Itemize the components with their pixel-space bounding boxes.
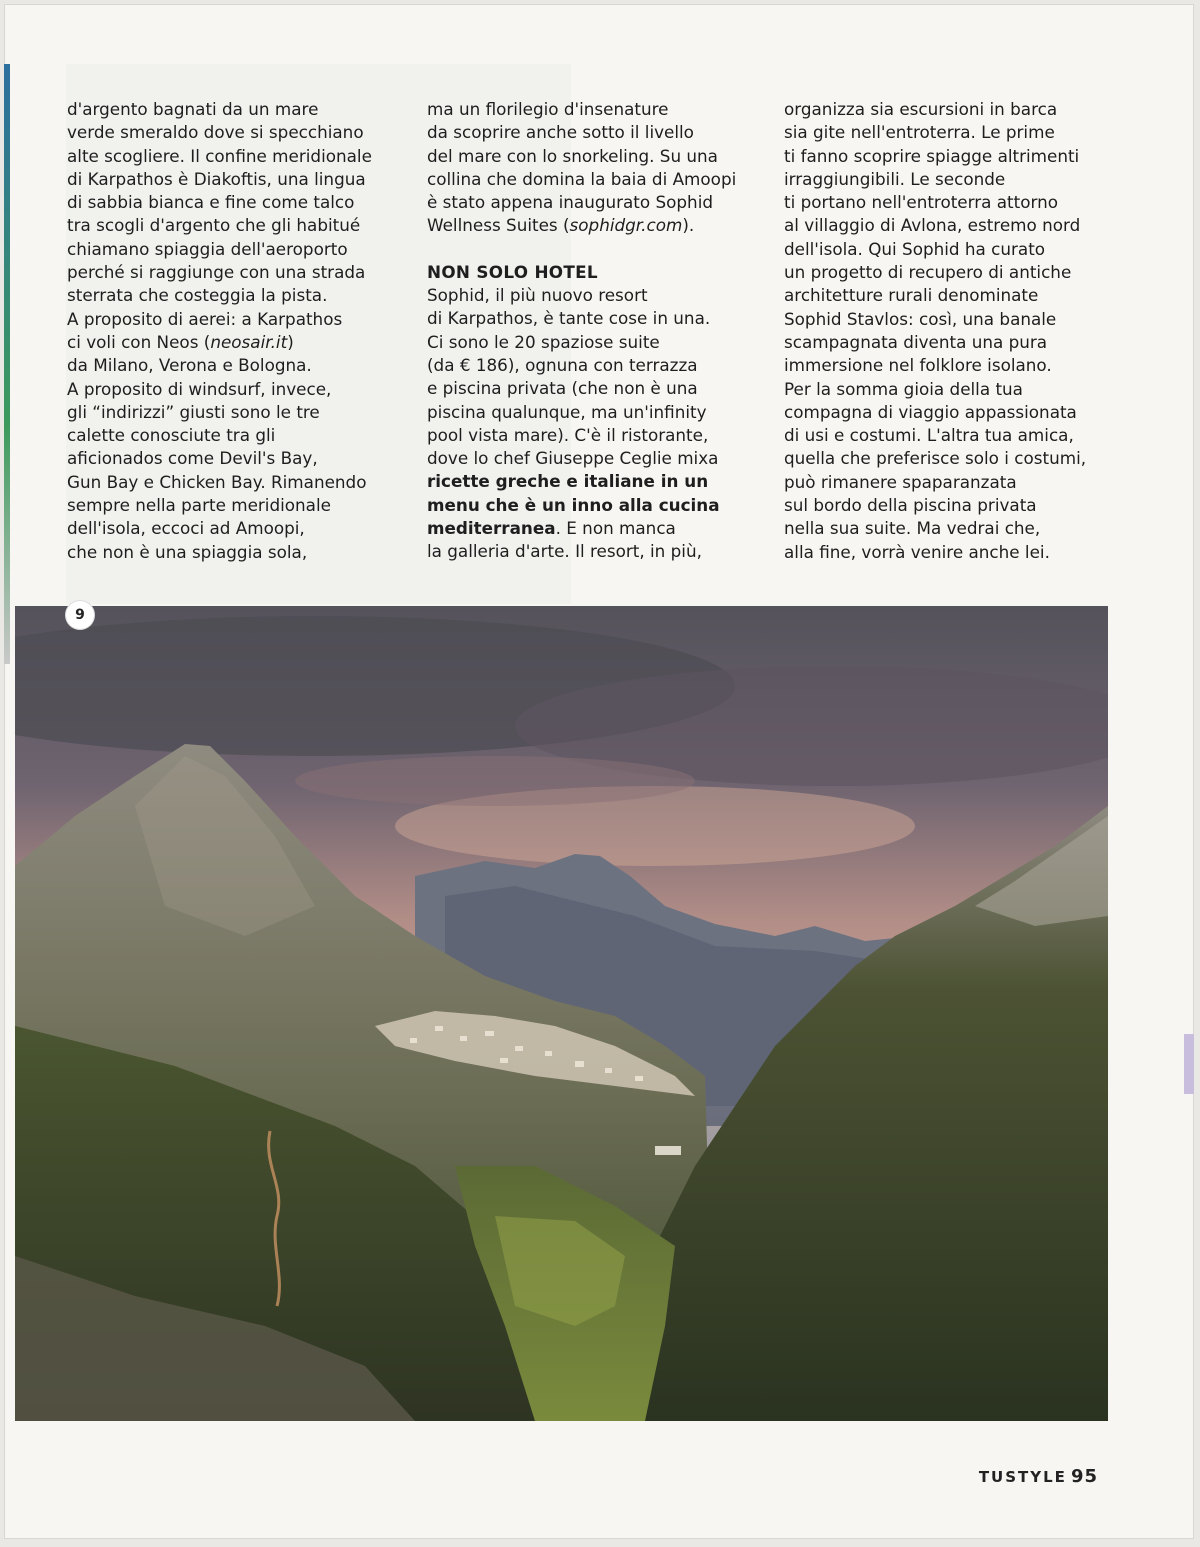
section-heading: NON SOLO HOTEL	[427, 261, 598, 282]
page-number: 95	[1070, 1466, 1098, 1487]
column-3-text: organizza sia escursioni in barca sia gite nell'entroterra. Le prime ti fanno scoprire spiagge altrimenti irraggiungibili. Le seconde ti portano nell'entroterra attorno al villaggio di Avlona, estremo nord dell'isola. Qui Sophid ha curato un progetto di recupero di antiche architetture rurali denominate Sophid Stavlos: così, una banale scampagnata diventa una pura immersione nel folklore isolano. Per la somma gioia della tua compagna di viaggio appassionata di usi e costumi. L'altra tua amica, quella che preferisce solo i costumi, può rimanere spaparanzata sul bordo della piscina privata nella sua suite. Ma vedrai che, alla fine, vorrà venire anche lei.	[784, 99, 1087, 562]
column-2-body-end: . E non manca la galleria d'arte. Il resort, in più,	[427, 518, 702, 562]
highlight-text: ricette greche e italiane in un menu che è un inno alla cucina mediterranea	[427, 471, 720, 539]
article-column-1	[67, 98, 397, 564]
magazine-name: TUSTYLE	[978, 1468, 1067, 1486]
column-2-text: ma un florilegio d'insenature da scoprire anche sotto il livello del mare con lo snorkeling. Su una collina che domina la baia di Amoopi è stato appena inaugurato Sophid Wellness Suites (	[427, 99, 737, 236]
article-column-3	[784, 98, 1114, 564]
page-edge-tab	[1184, 1034, 1194, 1094]
column-1-text: d'argento bagnati da un mare verde smeraldo dove si specchiano alte scogliere. Il confine meridionale di Karpathos è Diakoftis, una lingua di sabbia bianca e fine come talco tra scogli d'argento che gli habitué chiamano spiaggia dell'aeroporto perché si raggiunge con una strada sterrata che costeggia la pista. A proposito di aerei: a Karpathos ci voli con Neos (	[67, 99, 372, 352]
column-2-body: Sophid, il più nuovo resort di Karpathos, è tante cose in una. Ci sono le 20 spaziose suite (da € 186), ognuna con terrazza e piscina privata (che non è una piscina qualunque, ma un'infinity pool vista mare). C'è il ristorante, dove lo chef Giuseppe Ceglie mixa	[427, 285, 719, 469]
adjacent-page-edge	[4, 64, 10, 664]
neos-link-text: neosair.it	[210, 331, 288, 352]
column-2-text-close: ).	[682, 215, 695, 236]
photo-number-badge: 9	[66, 601, 94, 629]
mountain-landscape-photo	[15, 606, 1108, 1421]
column-1-text-end: ) da Milano, Verona e Bologna. A proposito di windsurf, invece, gli “indirizzi” giusti sono le tre calette conosciute tra gli aficionados come Devil's Bay, Gun Bay e Chicken Bay. Rimanendo sempre nella parte meridionale dell'isola, eccoci ad Amoopi, che non è una spiaggia sola,	[67, 331, 367, 562]
sophid-link-text: sophidgr.com	[569, 215, 683, 236]
page-footer	[979, 1466, 1098, 1487]
article-column-2	[427, 98, 767, 564]
magazine-page	[4, 4, 1194, 1539]
